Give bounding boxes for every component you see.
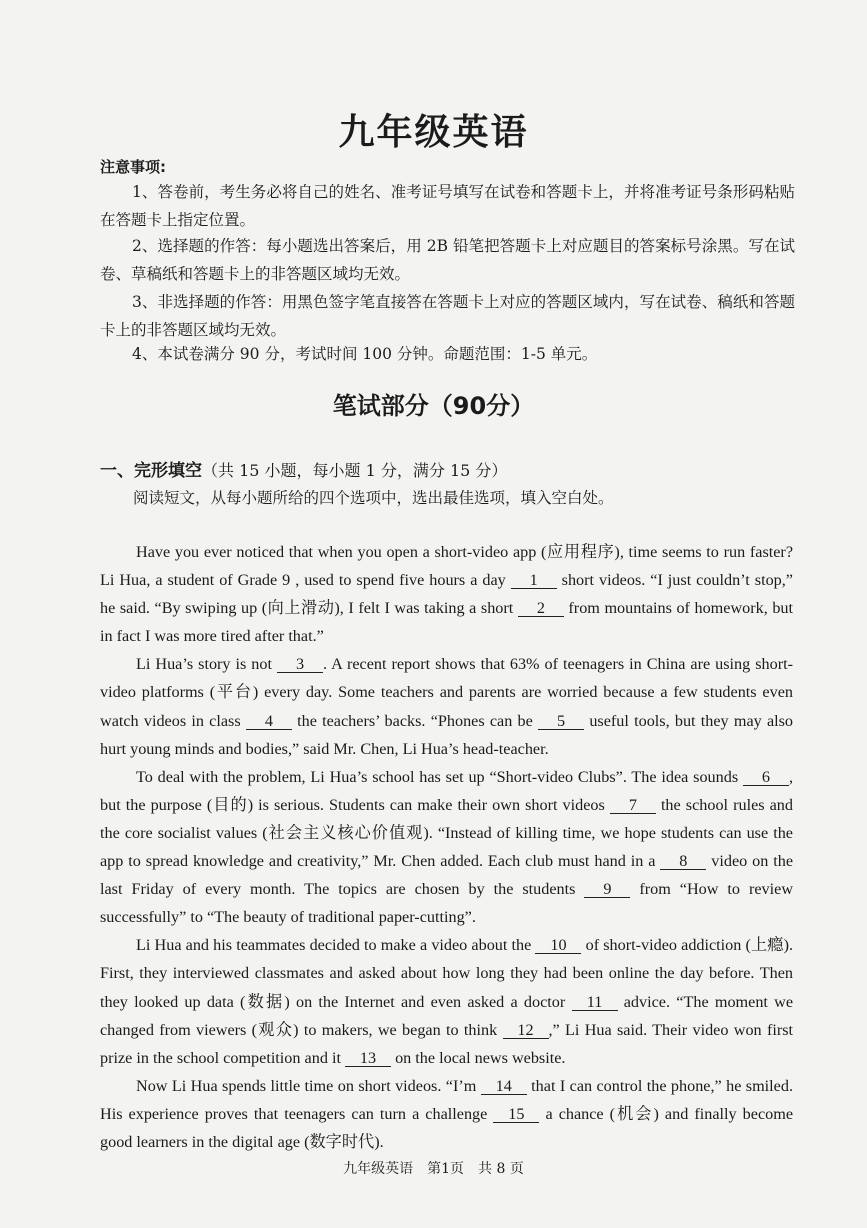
page-title: 九年级英语 [338,112,529,153]
blank-5[interactable]: 5 [538,713,584,730]
text-run: a chance (机会) and finally become good learners in the digital age (数字时代). [100,1104,793,1151]
blank-11[interactable]: 11 [572,994,618,1011]
note-item-2 [100,232,795,288]
blank-9[interactable]: 9 [584,881,630,898]
paragraph-1 [100,538,793,650]
text-run: ,” Li Hua said. Their video won first prize in the school competition and it [100,1020,794,1067]
blank-1[interactable]: 1 [511,572,557,589]
text-run: the school rules and the core socialist values (社会主义核心价值观). “Instead of killing time, we hope students can use the app to spread knowledge and creativity,” Mr. Chen added. Each club must hand in a [100,795,793,871]
paragraph-4 [100,931,793,1071]
blank-15[interactable]: 15 [493,1106,539,1123]
blank-7[interactable]: 7 [610,797,656,814]
note-item-4 [100,340,795,368]
paragraph-3 [100,763,793,932]
blank-13[interactable]: 13 [345,1050,391,1067]
blank-12[interactable]: 12 [503,1022,549,1039]
note-item-3 [100,288,795,344]
text-run: Have you ever noticed that when you open a short-video app (应用程序), time seems to run faster? Li Hua, a student of Grade 9 , used to spend five hours a day [100,543,793,590]
part1-heading [100,456,507,481]
text-run: advice. “The moment we changed from viewers (观众) to makers, we began to think [100,992,794,1039]
note-text-4: 4、本试卷满分 90 分，考试时间 100 分钟。命题范围：1-5 单元。 [132,345,598,363]
text-run: the teachers’ backs. “Phones can be [297,711,533,730]
text-run: . A recent report shows that 63% of teenagers in China are using short-video platforms (平台) every day. Some teachers and parents are worried because a few students even watch videos in class [100,655,793,730]
blank-3[interactable]: 3 [277,656,323,673]
note-text-2: 2、选择题的作答：每小题选出答案后，用 2B 铅笔把答题卡上对应题目的答案标号涂黑。写在试卷、草稿纸和答题卡上的非答题区域均无效。 [100,237,795,283]
text-run: short videos. “I just couldn’t stop,” he said. “By swiping up (向上滑动), I felt I was taking a short [100,571,793,618]
cloze-passage [100,538,793,1156]
part1-detail: （共 15 小题，每小题 1 分，满分 15 分） [202,461,508,480]
blank-14[interactable]: 14 [481,1078,527,1095]
blank-4[interactable]: 4 [246,713,292,730]
text-run: that I can control the phone,” he smiled. His experience proves that teenagers can turn a challenge [100,1076,794,1123]
text-run: , but the purpose (目的) is serious. Students can make their own short videos [100,767,793,814]
text-run: useful tools, but they may also hurt young minds and bodies,” said Mr. Chen, Li Hua’s head-teacher. [100,711,794,758]
paragraph-5 [100,1072,793,1156]
text-run: from “How to review successfully” to “The beauty of traditional paper-cutting”. [100,880,794,927]
note-text-3: 3、非选择题的作答：用黑色签字笔直接答在答题卡上对应的答题区域内，写在试卷、稿纸和答题卡上的非答题区域均无效。 [100,293,795,339]
part1-title: 一、完形填空 [100,461,202,481]
page-footer: 九年级英语 第1页 共 8 页 [343,1161,524,1177]
paragraph-2 [100,650,793,762]
note-item-1 [100,178,795,234]
section-title: 笔试部分（90分） [332,392,535,420]
blank-8[interactable]: 8 [660,853,706,870]
blank-10[interactable]: 10 [535,937,581,954]
notes-heading: 注意事项: [100,158,166,176]
text-run: Li Hua’s story is not [136,655,272,674]
text-run: Li Hua and his teammates decided to make a video about the [136,936,532,955]
blank-2[interactable]: 2 [518,600,564,617]
text-run: on the local news website. [395,1048,566,1067]
blank-6[interactable]: 6 [743,769,789,786]
text-run: from mountains of homework, but in fact I was more tired after that.” [100,599,794,646]
part1-instruction: 阅读短文，从每小题所给的四个选项中，选出最佳选项，填入空白处。 [133,489,614,507]
text-run: of short-video addiction (上瘾). First, they interviewed classmates and asked about how long they had been online the day before. Then they looked up data (数据) on the Internet and even asked a doctor [100,936,794,1011]
text-run: video on the last Friday of every month. The topics are chosen by the students [100,852,794,899]
text-run: To deal with the problem, Li Hua’s school has set up “Short-video Clubs”. The idea sounds [136,767,739,786]
text-run: Now Li Hua spends little time on short videos. “I’m [136,1076,477,1095]
note-text-1: 1、答卷前，考生务必将自己的姓名、准考证号填写在试卷和答题卡上，并将准考证号条形码粘贴在答题卡上指定位置。 [100,183,795,229]
